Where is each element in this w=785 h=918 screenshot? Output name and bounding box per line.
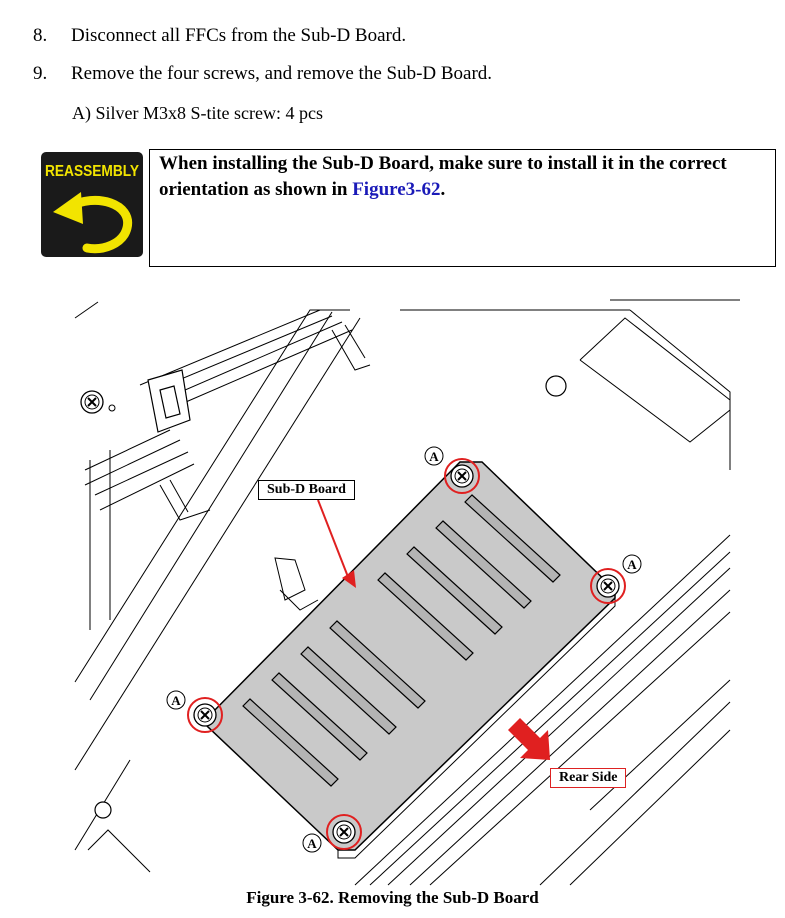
sub-d-board — [207, 462, 615, 858]
reassembly-text-before: When installing the Sub-D Board, make sure to install it in the correct orientation as shown in — [159, 153, 727, 200]
step-text: Disconnect all FFCs from the Sub-D Board. — [71, 25, 407, 46]
step-number: 8. — [33, 25, 48, 46]
reassembly-icon — [41, 152, 143, 257]
step-number: 9. — [33, 63, 48, 84]
figure-sub-d-board — [70, 290, 750, 885]
reassembly-icon-label: REASSEMBLY — [45, 163, 140, 180]
step-text: Remove the four screws, and remove the Sub-D Board. — [71, 63, 493, 84]
screw-label-bottom: A — [307, 836, 317, 851]
screw-label-top: A — [429, 449, 439, 464]
substep-screws: A) Silver M3x8 S-tite screw: 4 pcs — [72, 103, 323, 123]
rear-side-callout: Rear Side — [550, 768, 626, 788]
figure-link[interactable]: Figure3-62 — [352, 179, 441, 200]
reassembly-note — [149, 149, 776, 267]
figure-caption: Figure 3-62. Removing the Sub-D Board — [246, 888, 539, 907]
reassembly-text — [159, 151, 759, 203]
reassembly-text-after: . — [440, 179, 446, 200]
screw-label-right: A — [627, 557, 637, 572]
sub-d-board-callout: Sub-D Board — [258, 480, 355, 500]
screw-label-left: A — [171, 693, 181, 708]
